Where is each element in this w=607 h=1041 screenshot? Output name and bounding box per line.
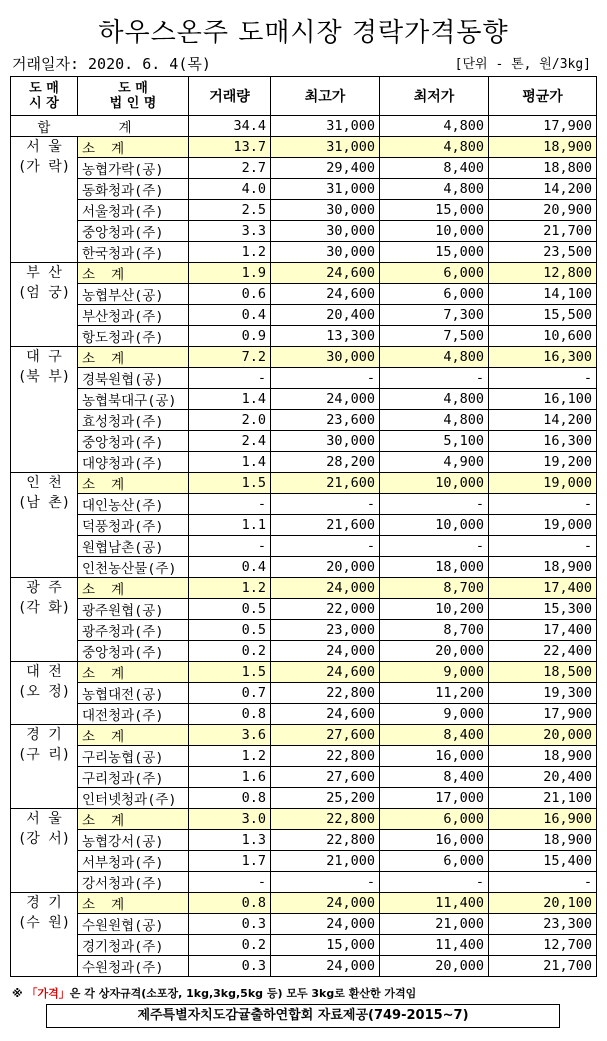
volume: 2.5 xyxy=(189,200,271,221)
corp-name: 중앙청과(주) xyxy=(78,221,189,242)
min-price: 10,000 xyxy=(380,515,489,536)
avg-price: 15,300 xyxy=(489,599,597,620)
header-min: 최저가 xyxy=(380,77,489,116)
corp-name: 동화청과(주) xyxy=(78,179,189,200)
avg-price: 22,400 xyxy=(489,641,597,662)
avg-price: 21,100 xyxy=(489,788,597,809)
min-price: 10,000 xyxy=(380,221,489,242)
max-price: 22,000 xyxy=(271,599,380,620)
corp-name: 광주원협(공) xyxy=(78,599,189,620)
min-price: 4,800 xyxy=(380,137,489,158)
corp-name: 항도청과(주) xyxy=(78,326,189,347)
min-price: 11,400 xyxy=(380,893,489,914)
max-price: - xyxy=(271,368,380,389)
volume: 0.4 xyxy=(189,557,271,578)
corp-name: 효성청과(주) xyxy=(78,410,189,431)
avg-price: - xyxy=(489,368,597,389)
market-name xyxy=(11,347,78,473)
market-name xyxy=(11,137,78,263)
volume: 1.2 xyxy=(189,578,271,599)
header-market xyxy=(11,77,78,116)
table-row xyxy=(11,284,597,305)
volume: 1.4 xyxy=(189,389,271,410)
unit-label: [단위 - 톤, 원/3kg] xyxy=(454,57,591,72)
table-row xyxy=(11,599,597,620)
table-row xyxy=(11,389,597,410)
volume: 1.6 xyxy=(189,767,271,788)
avg-price: 18,800 xyxy=(489,158,597,179)
min-price: 10,200 xyxy=(380,599,489,620)
max-price: 30,000 xyxy=(271,242,380,263)
min-price: 8,700 xyxy=(380,578,489,599)
max-price: 31,000 xyxy=(271,179,380,200)
min-price: - xyxy=(380,494,489,515)
volume: 1.1 xyxy=(189,515,271,536)
avg-price: 14,100 xyxy=(489,284,597,305)
volume: 0.2 xyxy=(189,641,271,662)
page-title: 하우스온주 도매시장 경락가격동향 xyxy=(98,18,509,48)
corp-name: 소 계 xyxy=(78,137,189,158)
table-row xyxy=(11,935,597,956)
corp-name: 원협남촌(공) xyxy=(78,536,189,557)
corp-name: 경북원협(공) xyxy=(78,368,189,389)
max-price: 24,000 xyxy=(271,893,380,914)
market-name-line2: (각 화) xyxy=(17,600,71,616)
max-price: 27,600 xyxy=(271,725,380,746)
volume: 0.8 xyxy=(189,704,271,725)
volume: 1.2 xyxy=(189,242,271,263)
max-price: 24,600 xyxy=(271,284,380,305)
volume: 0.4 xyxy=(189,305,271,326)
avg-price: 18,900 xyxy=(489,746,597,767)
volume: 1.3 xyxy=(189,830,271,851)
market-name-line2: (구 리) xyxy=(17,747,71,763)
table-row xyxy=(11,683,597,704)
table-row xyxy=(11,914,597,935)
corp-name: 인천농산물(주) xyxy=(78,557,189,578)
avg-price: 20,100 xyxy=(489,893,597,914)
table-row xyxy=(11,851,597,872)
max-price: 23,000 xyxy=(271,620,380,641)
avg-price: 15,500 xyxy=(489,305,597,326)
min-price: 11,200 xyxy=(380,683,489,704)
corp-name: 대양청과(주) xyxy=(78,452,189,473)
avg-price: 17,400 xyxy=(489,620,597,641)
table-row xyxy=(11,494,597,515)
volume: 1.9 xyxy=(189,263,271,284)
avg-price: 14,200 xyxy=(489,410,597,431)
footnote xyxy=(12,985,416,1001)
corp-name: 구리농협(공) xyxy=(78,746,189,767)
table-row xyxy=(11,746,597,767)
market-name-line1: 광 주 xyxy=(26,580,62,596)
min-price: 4,800 xyxy=(380,389,489,410)
avg-price: - xyxy=(489,872,597,893)
header-corp-line2: 법 인 명 xyxy=(109,96,157,111)
min-price: 8,400 xyxy=(380,725,489,746)
max-price: 15,000 xyxy=(271,935,380,956)
header-avg: 평균가 xyxy=(489,77,597,116)
note-highlight: 「가격」 xyxy=(26,987,70,1000)
min-price: 8,400 xyxy=(380,767,489,788)
subtotal-row xyxy=(11,893,597,914)
min-price: 10,000 xyxy=(380,473,489,494)
corp-name: 경기청과(주) xyxy=(78,935,189,956)
volume: 0.2 xyxy=(189,935,271,956)
min-price: 6,000 xyxy=(380,263,489,284)
subtotal-row xyxy=(11,578,597,599)
min-price: 6,000 xyxy=(380,851,489,872)
corp-name: 서부청과(주) xyxy=(78,851,189,872)
max-price: 13,300 xyxy=(271,326,380,347)
avg-price: - xyxy=(489,536,597,557)
table-row xyxy=(11,830,597,851)
volume: - xyxy=(189,536,271,557)
avg-price: 18,900 xyxy=(489,137,597,158)
max-price: 30,000 xyxy=(271,347,380,368)
avg-price: 18,900 xyxy=(489,557,597,578)
avg-price: 19,000 xyxy=(489,515,597,536)
corp-name: 농협북대구(공) xyxy=(78,389,189,410)
max-price: 24,600 xyxy=(271,263,380,284)
volume: 0.9 xyxy=(189,326,271,347)
market-name-line2: (수 원) xyxy=(17,915,71,931)
table-row xyxy=(11,641,597,662)
table-row xyxy=(11,620,597,641)
max-price: - xyxy=(271,494,380,515)
header-corp-line1: 도 매 xyxy=(118,81,148,96)
subtotal-row xyxy=(11,263,597,284)
min-price: 15,000 xyxy=(380,200,489,221)
avg-price: 19,000 xyxy=(489,473,597,494)
volume: 3.3 xyxy=(189,221,271,242)
max-price: 24,000 xyxy=(271,914,380,935)
volume: - xyxy=(189,368,271,389)
min-price: - xyxy=(380,368,489,389)
max-price: 24,000 xyxy=(271,578,380,599)
market-name-line2: (오 정) xyxy=(17,684,71,700)
avg-price: 14,200 xyxy=(489,179,597,200)
min-price: 21,000 xyxy=(380,914,489,935)
total-min: 4,800 xyxy=(380,116,489,137)
min-price: 16,000 xyxy=(380,830,489,851)
table-row xyxy=(11,536,597,557)
min-price: 5,100 xyxy=(380,431,489,452)
corp-name: 수원원협(공) xyxy=(78,914,189,935)
market-name xyxy=(11,578,78,662)
max-price: - xyxy=(271,536,380,557)
corp-name: 소 계 xyxy=(78,725,189,746)
avg-price: 19,200 xyxy=(489,452,597,473)
volume: 1.7 xyxy=(189,851,271,872)
avg-price: 21,700 xyxy=(489,956,597,977)
market-name-line2: (강 서) xyxy=(17,831,71,847)
market-name-line2: (남 촌) xyxy=(17,495,71,511)
table-row xyxy=(11,767,597,788)
avg-price: 18,500 xyxy=(489,662,597,683)
header-market-line1: 도 매 xyxy=(29,81,59,96)
max-price: 30,000 xyxy=(271,431,380,452)
max-price: 31,000 xyxy=(271,137,380,158)
min-price: 6,000 xyxy=(380,809,489,830)
volume: - xyxy=(189,872,271,893)
market-name-line2: (가 락) xyxy=(17,159,71,175)
max-price: 30,000 xyxy=(271,200,380,221)
max-price: 28,200 xyxy=(271,452,380,473)
avg-price: 20,000 xyxy=(489,725,597,746)
avg-price: 19,300 xyxy=(489,683,597,704)
table-row xyxy=(11,368,597,389)
volume: 0.5 xyxy=(189,620,271,641)
volume: 3.0 xyxy=(189,809,271,830)
price-table xyxy=(10,76,597,977)
min-price: 17,000 xyxy=(380,788,489,809)
min-price: 7,500 xyxy=(380,326,489,347)
table-row xyxy=(11,410,597,431)
avg-price: 16,300 xyxy=(489,347,597,368)
min-price: 15,000 xyxy=(380,242,489,263)
header-max: 최고가 xyxy=(271,77,380,116)
max-price: 29,400 xyxy=(271,158,380,179)
volume: 2.4 xyxy=(189,431,271,452)
max-price: 21,000 xyxy=(271,851,380,872)
min-price: 9,000 xyxy=(380,662,489,683)
corp-name: 대전청과(주) xyxy=(78,704,189,725)
market-name xyxy=(11,809,78,893)
max-price: 22,800 xyxy=(271,809,380,830)
avg-price: 18,900 xyxy=(489,830,597,851)
corp-name: 서울청과(주) xyxy=(78,200,189,221)
max-price: 22,800 xyxy=(271,683,380,704)
corp-name: 농협가락(공) xyxy=(78,158,189,179)
table-row xyxy=(11,242,597,263)
max-price: 22,800 xyxy=(271,746,380,767)
min-price: 4,900 xyxy=(380,452,489,473)
corp-name: 소 계 xyxy=(78,263,189,284)
header-market-line2: 시 장 xyxy=(29,96,59,111)
min-price: 4,800 xyxy=(380,347,489,368)
market-name xyxy=(11,725,78,809)
table-row xyxy=(11,515,597,536)
header-volume: 거래량 xyxy=(189,77,271,116)
avg-price: 23,300 xyxy=(489,914,597,935)
market-name-line1: 인 천 xyxy=(26,475,62,491)
market-name xyxy=(11,263,78,347)
subtotal-row xyxy=(11,473,597,494)
volume: 0.7 xyxy=(189,683,271,704)
table-row xyxy=(11,872,597,893)
min-price: 8,400 xyxy=(380,158,489,179)
corp-name: 농협부산(공) xyxy=(78,284,189,305)
corp-name: 소 계 xyxy=(78,578,189,599)
min-price: 4,800 xyxy=(380,179,489,200)
market-name-line1: 부 산 xyxy=(26,265,62,281)
avg-price: 21,700 xyxy=(489,221,597,242)
max-price: 21,600 xyxy=(271,473,380,494)
table-row xyxy=(11,158,597,179)
corp-name: 부산청과(주) xyxy=(78,305,189,326)
table-row xyxy=(11,704,597,725)
avg-price: 20,900 xyxy=(489,200,597,221)
avg-price: 12,800 xyxy=(489,263,597,284)
corp-name: 광주청과(주) xyxy=(78,620,189,641)
volume: 0.5 xyxy=(189,599,271,620)
avg-price: 16,100 xyxy=(489,389,597,410)
table-row xyxy=(11,305,597,326)
min-price: - xyxy=(380,536,489,557)
corp-name: 대인농산(주) xyxy=(78,494,189,515)
max-price: 20,400 xyxy=(271,305,380,326)
min-price: 18,000 xyxy=(380,557,489,578)
avg-price: 16,300 xyxy=(489,431,597,452)
volume: 13.7 xyxy=(189,137,271,158)
max-price: 24,600 xyxy=(271,704,380,725)
market-name xyxy=(11,893,78,977)
market-name xyxy=(11,662,78,725)
market-name-line2: (북 부) xyxy=(17,369,71,385)
max-price: 20,000 xyxy=(271,557,380,578)
header-row xyxy=(11,77,597,116)
max-price: 23,600 xyxy=(271,410,380,431)
volume: 2.7 xyxy=(189,158,271,179)
volume: 0.8 xyxy=(189,788,271,809)
max-price: 30,000 xyxy=(271,221,380,242)
table-row xyxy=(11,452,597,473)
table-row xyxy=(11,326,597,347)
table-row xyxy=(11,179,597,200)
min-price: 9,000 xyxy=(380,704,489,725)
source-box: 제주특별자치도감귤출하연합회 자료제공(749-2015~7) xyxy=(46,1004,560,1028)
avg-price: 20,400 xyxy=(489,767,597,788)
min-price: 6,000 xyxy=(380,284,489,305)
volume: 0.8 xyxy=(189,893,271,914)
max-price: 21,600 xyxy=(271,515,380,536)
market-name-line1: 경 기 xyxy=(26,727,62,743)
min-price: - xyxy=(380,872,489,893)
min-price: 11,400 xyxy=(380,935,489,956)
market-name-line1: 대 구 xyxy=(26,349,62,365)
corp-name: 소 계 xyxy=(78,809,189,830)
subtotal-row xyxy=(11,347,597,368)
table-row xyxy=(11,557,597,578)
volume: 1.2 xyxy=(189,746,271,767)
corp-name: 인터넷청과(주) xyxy=(78,788,189,809)
max-price: 24,000 xyxy=(271,389,380,410)
subtotal-row xyxy=(11,725,597,746)
min-price: 4,800 xyxy=(380,410,489,431)
note-text: 은 각 상자규격(소포장, 1kg,3kg,5kg 등) 모두 3kg로 환산한 가격임 xyxy=(69,987,417,1000)
volume: 0.6 xyxy=(189,284,271,305)
volume: 1.5 xyxy=(189,662,271,683)
total-volume: 34.4 xyxy=(189,116,271,137)
avg-price: 15,400 xyxy=(489,851,597,872)
corp-name: 소 계 xyxy=(78,662,189,683)
table-row xyxy=(11,788,597,809)
subtotal-row xyxy=(11,662,597,683)
table-row xyxy=(11,221,597,242)
avg-price: 16,900 xyxy=(489,809,597,830)
max-price: 24,000 xyxy=(271,641,380,662)
volume: 3.6 xyxy=(189,725,271,746)
volume: 1.4 xyxy=(189,452,271,473)
volume: 1.5 xyxy=(189,473,271,494)
header-corp xyxy=(78,77,189,116)
note-prefix: ※ xyxy=(12,987,27,1000)
corp-name: 소 계 xyxy=(78,347,189,368)
max-price: 22,800 xyxy=(271,830,380,851)
corp-name: 덕풍청과(주) xyxy=(78,515,189,536)
total-row xyxy=(11,116,597,137)
volume: 7.2 xyxy=(189,347,271,368)
corp-name: 중앙청과(주) xyxy=(78,431,189,452)
subtotal-row xyxy=(11,137,597,158)
avg-price: 17,400 xyxy=(489,578,597,599)
avg-price: 10,600 xyxy=(489,326,597,347)
min-price: 20,000 xyxy=(380,641,489,662)
market-name xyxy=(11,473,78,578)
volume: 0.3 xyxy=(189,956,271,977)
trade-date: 거래일자: 2020. 6. 4(목) xyxy=(12,55,211,73)
subtotal-row xyxy=(11,809,597,830)
table-row xyxy=(11,956,597,977)
corp-name: 소 계 xyxy=(78,893,189,914)
table-row xyxy=(11,431,597,452)
corp-name: 농협강서(공) xyxy=(78,830,189,851)
corp-name: 농협대전(공) xyxy=(78,683,189,704)
corp-name: 한국청과(주) xyxy=(78,242,189,263)
total-max: 31,000 xyxy=(271,116,380,137)
corp-name: 중앙청과(주) xyxy=(78,641,189,662)
volume: 4.0 xyxy=(189,179,271,200)
market-name-line1: 서 울 xyxy=(26,811,62,827)
max-price: 27,600 xyxy=(271,767,380,788)
market-name-line1: 서 울 xyxy=(26,139,62,155)
max-price: 24,600 xyxy=(271,662,380,683)
max-price: - xyxy=(271,872,380,893)
corp-name: 소 계 xyxy=(78,473,189,494)
min-price: 8,700 xyxy=(380,620,489,641)
table-row xyxy=(11,200,597,221)
market-name-line1: 경 기 xyxy=(26,895,62,911)
corp-name: 강서청과(주) xyxy=(78,872,189,893)
market-name-line1: 대 전 xyxy=(26,664,62,680)
market-name-line2: (엄 궁) xyxy=(17,285,71,301)
corp-name: 구리청과(주) xyxy=(78,767,189,788)
min-price: 16,000 xyxy=(380,746,489,767)
corp-name: 수원청과(주) xyxy=(78,956,189,977)
avg-price: - xyxy=(489,494,597,515)
max-price: 24,000 xyxy=(271,956,380,977)
volume: 2.0 xyxy=(189,410,271,431)
total-label: 합 계 xyxy=(11,116,189,137)
avg-price: 23,500 xyxy=(489,242,597,263)
min-price: 7,300 xyxy=(380,305,489,326)
total-avg: 17,900 xyxy=(489,116,597,137)
max-price: 25,200 xyxy=(271,788,380,809)
volume: 0.3 xyxy=(189,914,271,935)
avg-price: 12,700 xyxy=(489,935,597,956)
min-price: 20,000 xyxy=(380,956,489,977)
avg-price: 17,900 xyxy=(489,704,597,725)
volume: - xyxy=(189,494,271,515)
